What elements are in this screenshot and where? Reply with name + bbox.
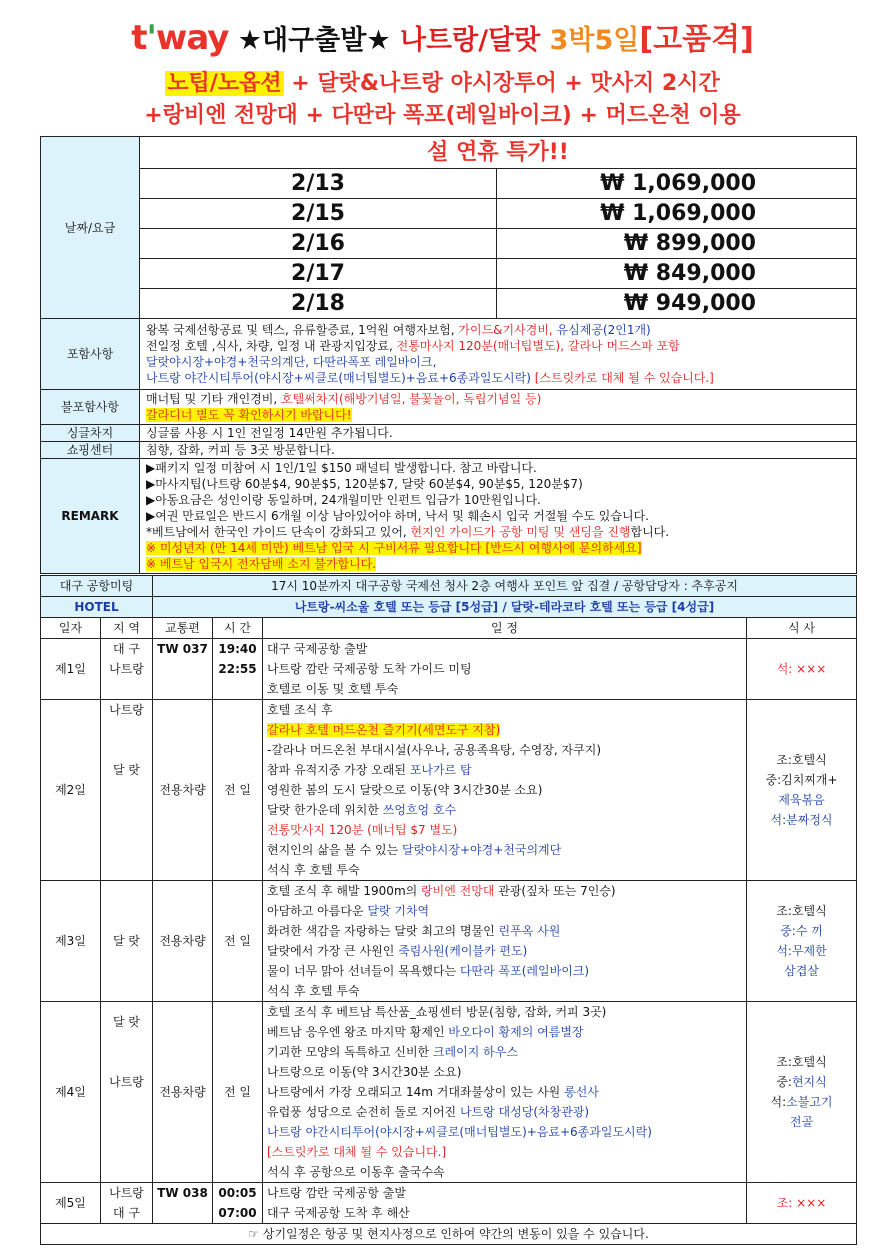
single-charge-text: 싱글룸 사용 시 1인 전일정 14만원 추가됩니다.	[140, 425, 857, 442]
price-row: 2/13 ₩ 1,069,000	[41, 169, 857, 199]
duration-label: 3박5일	[549, 25, 640, 56]
remark-label: REMARK	[41, 459, 140, 574]
subtitle-line-2: +랑비엔 전망대 + 다딴라 폭포(레일바이크) + 머드온천 이용	[144, 103, 741, 128]
grade-label: [고품격]	[639, 22, 754, 57]
shopping-label: 쇼핑센터	[41, 442, 140, 459]
title-line	[0, 14, 885, 58]
meeting-text: 17시 10분까지 대구공항 국제선 청사 2층 여행사 포인트 앞 집결 / 공항담당자 : 추후공지	[153, 576, 857, 597]
price-row: 2/17 ₩ 849,000	[41, 259, 857, 289]
no-tip-badge: 노팁/노옵션	[167, 71, 282, 96]
footer-note: ☞ 상기일정은 항공 및 현지사정으로 인하여 약간의 변동이 있을 수 있습니다.	[41, 1224, 857, 1245]
itinerary-table	[40, 575, 857, 1245]
single-charge-label: 싱글차지	[41, 425, 140, 442]
subtitle-line-1: 노팁/노옵션 + 달랏&나트랑 야시장투어 + 맛사지 2시간	[167, 71, 720, 96]
day-2-row: 제2일 나트랑 달 랏 전용차량 전 일 호텔 조식 후 갈라나 호텔 머드온천 즐기기(세면도구 지참) -갈라나 머드온천 부대시설(사우나, 공용족욕탕, 수영장, 자쿠지) 참파 유적지중 가장 오래된 포나가르 탑 영원한 봄의 도시 달랏으로 이동(약 3시간30분 소요) 달랏 한가운데 위치한 쓰엉흐엉 호수 전통맛사지 120분 (매너팁 $7 별도) 현지인의 삶을 볼 수 있는 달랏야시장+야경+천국의계단 석식 후 호텔 투숙 조:호텔식 중:김치찌개+ 제육볶음 석:분짜정식	[41, 700, 857, 881]
included-label: 포함사항	[41, 319, 140, 390]
hotel-text: 나트랑-씨소울 호텔 또는 등급 [5성급] / 달랏-테라코타 호텔 또는 등급 [4성급]	[153, 597, 857, 618]
price-row: 2/18 ₩ 949,000	[41, 289, 857, 319]
departure-label: ★대구출발★	[237, 25, 391, 56]
remark-content: ▶패키지 일정 미참여 시 1인/1일 $150 패널티 발생합니다. 참고 바랍니다. ▶마사지팁(나트랑 60분$4, 90분$5, 120분$7, 달랏 60분$4, 90분$5, 120분$7) ▶아동요금은 성인이랑 동일하며, 24개월미만 인펀트 입금가 10만원입니다. ▶여권 만료일은 반드시 6개월 이상 남아있어야 하며, 낙서 및 훼손시 입국 거절될 수도 있습니다. *베트남에서 한국인 가이드 단속이 강화되고 있어, 현지인 가이드가 공항 미팅 및 샌딩을 진행합니다. ※ 미성년자 (만 14세 미만) 베트남 입국 시 구비서류 필요합니다 [반드시 여행사에 문의하세요] ※ 베트남 입국시 전자담배 소지 불가합니다.	[140, 459, 857, 574]
meeting-label: 대구 공항미팅	[41, 576, 153, 597]
info-table	[40, 136, 857, 574]
day-3-row: 제3일 달 랏 전용차량 전 일 호텔 조식 후 해발 1900m의 랑비엔 전망대 관광(짚차 또는 7인승) 아담하고 아름다운 달랏 기차역 화려한 색감을 자랑하는 달랏 최고의 명물인 린푸옥 사원 달랏에서 가장 큰 사원인 죽림사원(케이블카 편도) 물이 너무 맑아 선녀들이 목욕했다는 다딴라 폭포(레일바이크) 석식 후 호텔 투숙 조:호텔식 중:수 끼 석:무제한 삼겹살	[41, 881, 857, 1002]
hotel-label: HOTEL	[41, 597, 153, 618]
pricing-label: 날짜/요금	[41, 137, 140, 319]
day-1-row: 제1일 대 구 나트랑 TW 037 19:40 22:55 대구 국제공항 출발 나트랑 깜란 국제공항 도착 가이드 미팅 호텔로 이동 및 호텔 투숙 석: ×××	[41, 639, 857, 700]
excluded-content: 매너팁 및 기타 개인경비, 호텔써차지(해방기념일, 불꽃놀이, 독립기념일 등) 갈라디너 별도 꼭 확인하시기 바랍니다!	[140, 390, 857, 425]
day-4-row: 제4일 달 랏 나트랑 전용차량 전 일 호텔 조식 후 베트남 특산품_쇼핑센터 방문(침향, 잡화, 커피 3곳) 베트남 응우엔 왕조 마지막 황제인 바오다이 황제의 여름별장 기괴한 모양의 독특하고 신비한 크레이지 하우스 나트랑으로 이동(약 3시간30분 소요) 나트랑에서 가장 오래되고 14m 거대좌불상이 있는 사원 롱선사 유럽풍 성당으로 순전히 돌로 지어진 나트랑 대성당(차창관광) 나트랑 야간시티투어(야시장+씨클로(매너팁별도)+음료+6종과일도시락) [스트릿카로 대체 될 수 있습니다.] 석식 후 공항으로 이동후 출국수속 조:호텔식 중:현지식 석:소불고기 전골	[41, 1002, 857, 1183]
included-content: 왕복 국제선항공료 및 텍스, 유류할증료, 1억원 여행자보험, 가이드&기사경비, 유심제공(2인1개) 전일정 호텔 ,식사, 차량, 일정 내 관광지입장료, 전통마사지 120분(매너팁별도), 갈라나 머드스파 포함 달랏야시장+야경+천국의계단, 다딴라폭포 레일바이크, 나트랑 야간시티투어(야시장+씨클로(매너팁별도)+음료+6종과일도시락) [스트릿카로 대체 될 수 있습니다.]	[140, 319, 857, 390]
price-row: 2/15 ₩ 1,069,000	[41, 199, 857, 229]
excluded-label: 불포함사항	[41, 390, 140, 425]
itinerary-header: 일자 지 역 교통편 시 간 일 정 식 사	[41, 618, 857, 639]
destination-label: 나트랑/달랏	[399, 25, 541, 56]
price-row: 2/16 ₩ 899,000	[41, 229, 857, 259]
sale-title: 설 연휴 특가!!	[140, 137, 857, 169]
tway-logo: t'way	[131, 18, 229, 58]
shopping-text: 침향, 잡화, 커피 등 3곳 방문합니다.	[140, 442, 857, 459]
day-5-row: 제5일 나트랑 대 구 TW 038 00:05 07:00 나트랑 깜란 국제공항 출발 대구 국제공항 도착 후 해산 조: ×××	[41, 1183, 857, 1224]
